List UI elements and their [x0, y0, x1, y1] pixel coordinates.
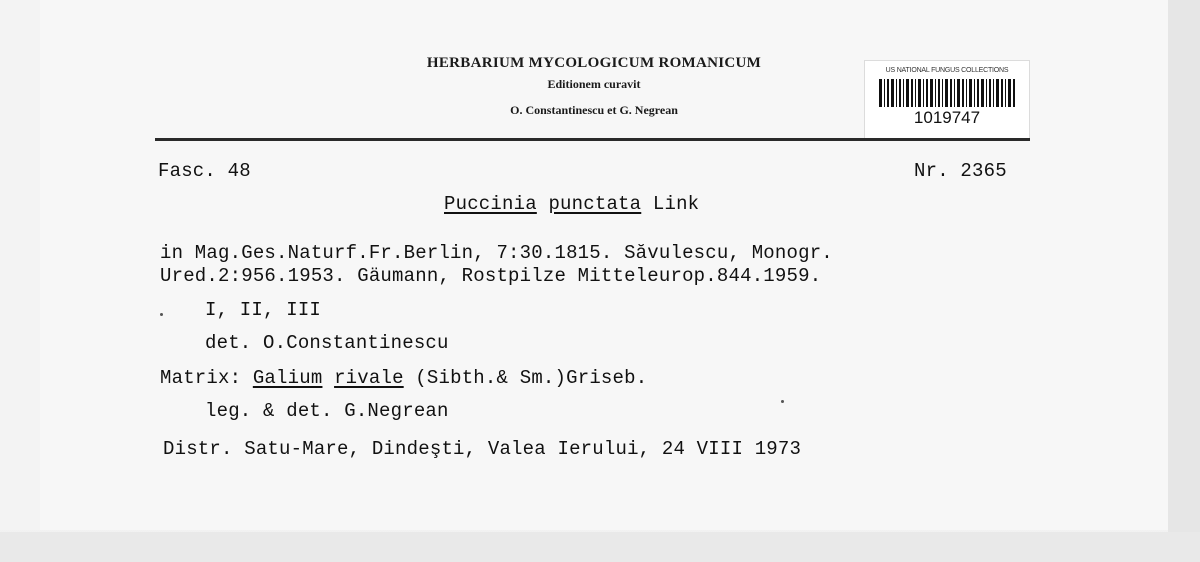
paper-speck — [160, 313, 163, 316]
locality: Distr. Satu-Mare, Dindeşti, Valea Ierului, 24 VIII 1973 — [163, 438, 802, 460]
matrix-line — [160, 367, 647, 389]
host-genus: Galium — [252, 367, 323, 389]
host-species: rivale — [334, 367, 404, 389]
citation-line-1: in Mag.Ges.Naturf.Fr.Berlin, 7:30.1815. Săvulescu, Monogr. — [160, 242, 833, 264]
citation-line-2: Ured.2:956.1953. Gäumann, Rostpilze Mitteleurop.844.1959. — [160, 265, 822, 287]
barcode-label — [864, 60, 1030, 140]
sheet-bottom-margin — [0, 532, 1200, 562]
determiner: det. O.Constantinescu — [205, 332, 449, 354]
herbarium-subtitle: Editionem curavit — [547, 77, 641, 91]
catalog-number: 1019747 — [913, 108, 981, 127]
taxon-name — [444, 193, 699, 215]
collector: leg. & det. G.Negrean — [205, 400, 449, 422]
taxon-genus: Puccinia — [444, 193, 537, 215]
fascicle-number: Fasc. 48 — [158, 160, 251, 182]
exsiccata-number: Nr. 2365 — [914, 160, 1007, 182]
spore-stages: I, II, III — [205, 299, 322, 321]
barcode-icon — [879, 79, 1015, 107]
matrix-prefix: Matrix: — [160, 367, 242, 389]
herbarium-editors: O. Constantinescu et G. Negrean — [510, 103, 678, 117]
host-authority: (Sibth.& Sm.)Griseb. — [415, 367, 648, 389]
barcode-caption: US NATIONAL FUNGUS COLLECTIONS — [885, 67, 1009, 74]
taxon-species: punctata — [548, 193, 642, 215]
paper-speck — [781, 400, 784, 403]
herbarium-title: HERBARIUM MYCOLOGICUM ROMANICUM — [426, 55, 762, 71]
header-divider — [155, 138, 1030, 141]
taxon-authority: Link — [652, 193, 700, 215]
